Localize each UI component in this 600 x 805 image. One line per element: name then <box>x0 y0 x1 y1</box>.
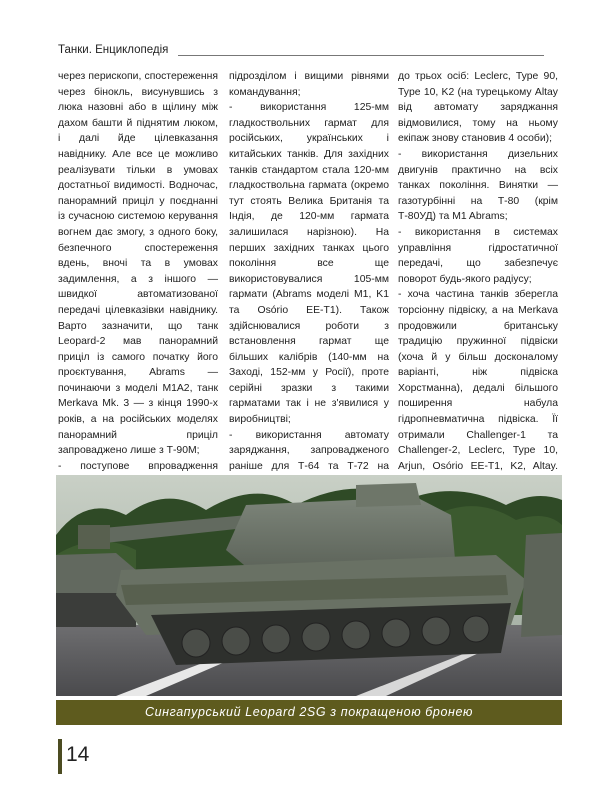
paragraph: через перископи, спостереження через бінокль, висунувшись з люка назовні або в щілину між дахом башти й піднятим люком, і далі йде цілевказання навіднику. Але все це можливо реалізувати тільки в умовах достатньої видимості. Водночас, панорамний приціл у поєднанні із сучасною системою керування вогнем дає змогу, з одного боку, безпечного спостереження вдень, вночі та в умовах задимлення, а з іншого — швидкої автоматизованої передачі цілевказівки навіднику. Варто зазначити, що танк Leopard-2 мав панорамний приціл із самого початку його проєктування, Abrams — починаючи з моделі M1A2, танк Merkava Mk. 3 — з кінця 1990-х років, а на російських моделях панорамний приціл запроваджено лише з Т-90М; <box>58 71 218 457</box>
page-header-title: Танки. Енциклопедія <box>58 44 169 56</box>
paragraph: - використання автомату заряджання, запровадженого раніше для Т-64 та Т-72 на <box>229 429 389 472</box>
paragraph: підрозділом і вищими рівнями командування; <box>229 71 389 98</box>
paragraph: - хоча частина танків зберегла торсіонну підвіску, а на Merkava продовжили британську традицію пружинної підвіски (хоча й у більш досконалому варіанті, ніж підвіска Хорстманна), дедалі більшого поширення набула гідропневматична підвіска. Її отримали Challenger-1 та Challenger-2, Leclerc, Type 10, Arjun, Osório EE-T1, K2, Altay. <box>398 289 558 472</box>
paragraph: - використання дизельних двигунів практично на всіх танках покоління. Винятки — газотурбінні на Т-80 (крім Т-80УД) та M1 Abrams; <box>398 148 558 223</box>
page-number: 14 <box>66 743 90 766</box>
paragraph: - використання 125-мм гладкоствольних гармат для російських, українських і китайських танків. Для західних танків стандартом стала 120-мм гладкоствольна гармата (окремо тут стоять Велика Британія та Індія, де 120-мм гармата залишилася нарізною). На перших західних танках цього покоління все ще використовувалися 105-мм гармати (Abrams моделі M1, K1 та Osório EE-T1). Також здійснювалися роботи з встановлення гармат ще більших калібрів (140-мм на Заході, 152-мм у Росії), проте серійні зразки з такими гарматами так і не з'явилися у виробництві; <box>229 102 389 426</box>
page-number-bar <box>58 739 62 774</box>
photo-caption: Сингапурський Leopard 2SG з покращеною бронею <box>56 700 562 725</box>
header-rule <box>178 55 544 56</box>
paragraph: - поступове впровадження <box>58 460 218 472</box>
paragraph: до трьох осіб: Leclerc, Type 90, Type 10, K2 (на турецькому Altay від автомату заряджання відмовилися, тому на ньому екіпаж знову становив 4 особи); <box>398 71 558 145</box>
paragraph: - використання в системах управління гідростатичної передачі, що забезпечує поворот будь-якого радіусу; <box>398 226 558 285</box>
tank-photo <box>56 475 562 696</box>
